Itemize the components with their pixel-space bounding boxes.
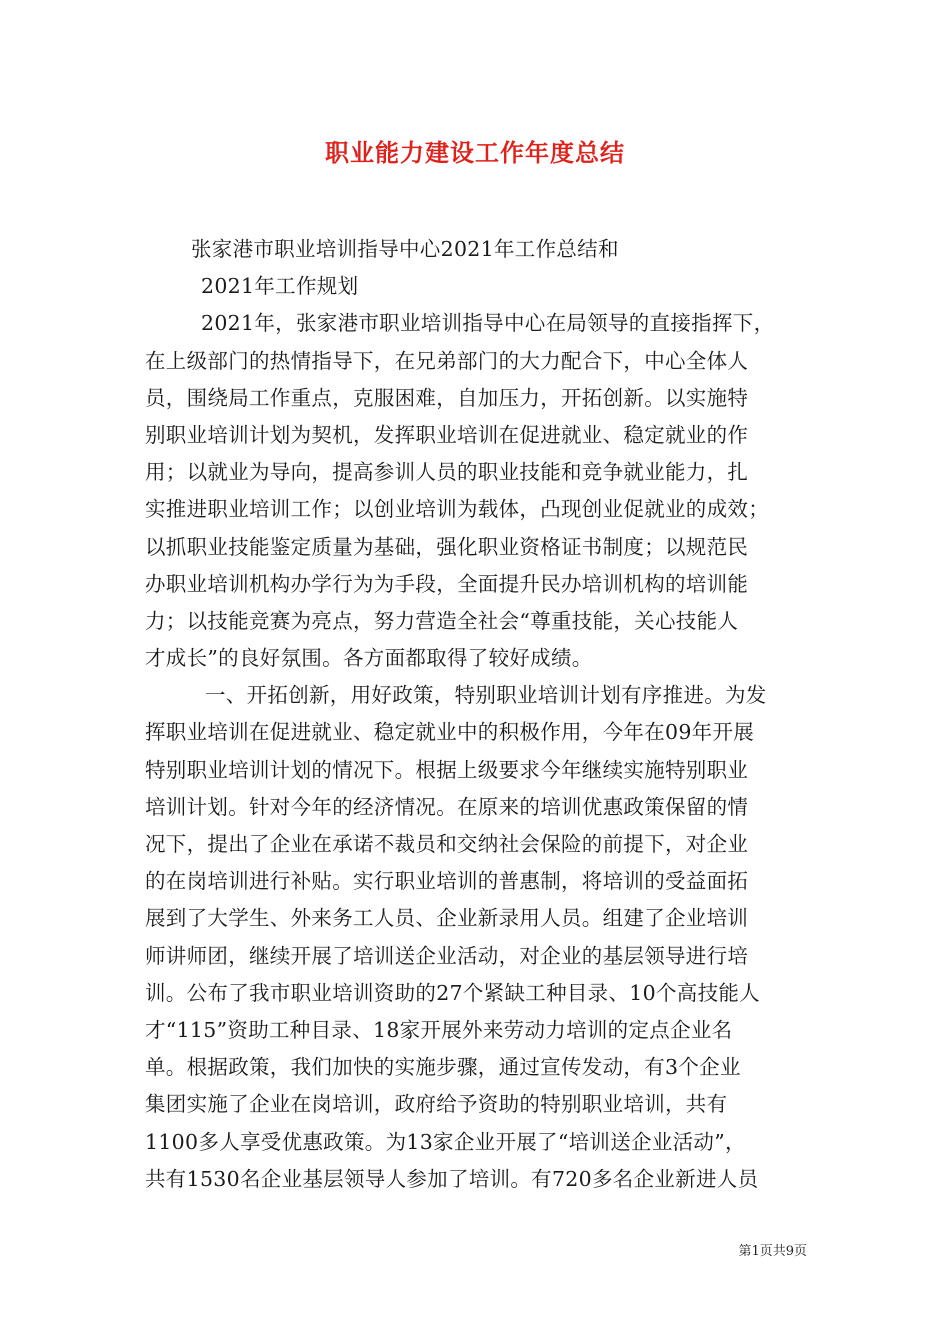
paragraph-line: 员，围绕局工作重点，克服困难，自加压力，开拓创新。以实施特 <box>145 385 749 410</box>
paragraph-line: 集团实施了企业在岗培训，政府给予资助的特别职业培训，共有 <box>145 1092 728 1117</box>
paragraph-line: 办职业培训机构办学行为为手段，全面提升民办培训机构的培训能 <box>145 571 749 596</box>
paragraph-line: 实推进职业培训工作；以创业培训为载体，凸现创业促就业的成效； <box>145 497 769 522</box>
paragraph-line: 才“115”资助工种目录、18家开展外来劳动力培训的定点企业名 <box>145 1017 733 1042</box>
paragraph-line: 以抓职业技能鉴定质量为基础，强化职业资格证书制度；以规范民 <box>145 534 749 559</box>
document-title: 职业能力建设工作年度总结 <box>325 139 625 167</box>
paragraph-line: 一、开拓创新，用好政策，特别职业培训计划有序推进。为发 <box>205 683 767 708</box>
paragraph-line: 特别职业培训计划的情况下。根据上级要求今年继续实施特别职业 <box>145 757 749 782</box>
paragraph-line: 1100多人享受优惠政策。为13家企业开展了“培训送企业活动”， <box>145 1129 746 1154</box>
paragraph-line: 在上级部门的热情指导下，在兄弟部门的大力配合下，中心全体人 <box>145 348 749 373</box>
paragraph-line: 训。公布了我市职业培训资助的27个紧缺工种目录、10个高技能人 <box>145 980 760 1005</box>
paragraph-line: 挥职业培训在促进就业、稳定就业中的积极作用，今年在09年开展 <box>145 720 755 745</box>
page-number: 第1页共9页 <box>738 1244 807 1259</box>
paragraph-line: 况下，提出了企业在承诺不裁员和交纳社会保险的前提下，对企业 <box>145 832 749 856</box>
paragraph-line: 培训计划。针对今年的经济情况。在原来的培训优惠政策保留的情 <box>145 794 749 819</box>
paragraph-line: 用；以就业为导向，提高参训人员的职业技能和竞争就业能力，扎 <box>145 460 749 485</box>
paragraph-line: 力；以技能竞赛为亮点，努力营造全社会“尊重技能，关心技能人 <box>145 608 739 633</box>
paragraph-line: 共有1530名企业基层领导人参加了培训。有720多名企业新进人员 <box>145 1166 759 1191</box>
subtitle-line-2: 2021年工作规划 <box>201 274 359 299</box>
paragraph-line: 2021年，张家港市职业培训指导中心在局领导的直接指挥下， <box>201 311 775 336</box>
paragraph-line: 别职业培训计划为契机，发挥职业培训在促进就业、稳定就业的作 <box>145 422 749 447</box>
paragraph-line: 单。根据政策，我们加快的实施步骤，通过宣传发动，有3个企业 <box>145 1055 741 1080</box>
paragraph-line: 才成长”的良好氛围。各方面都取得了较好成绩。 <box>145 646 593 671</box>
document-body <box>145 231 809 1198</box>
paragraph-line: 的在岗培训进行补贴。实行职业培训的普惠制，将培训的受益面拓 <box>145 869 749 894</box>
paragraph-line: 师讲师团，继续开展了培训送企业活动，对企业的基层领导进行培 <box>145 943 749 968</box>
subtitle-line-1: 张家港市职业培训指导中心2021年工作总结和 <box>191 237 619 261</box>
paragraph-line: 展到了大学生、外来务工人员、企业新录用人员。组建了企业培训 <box>145 906 749 931</box>
